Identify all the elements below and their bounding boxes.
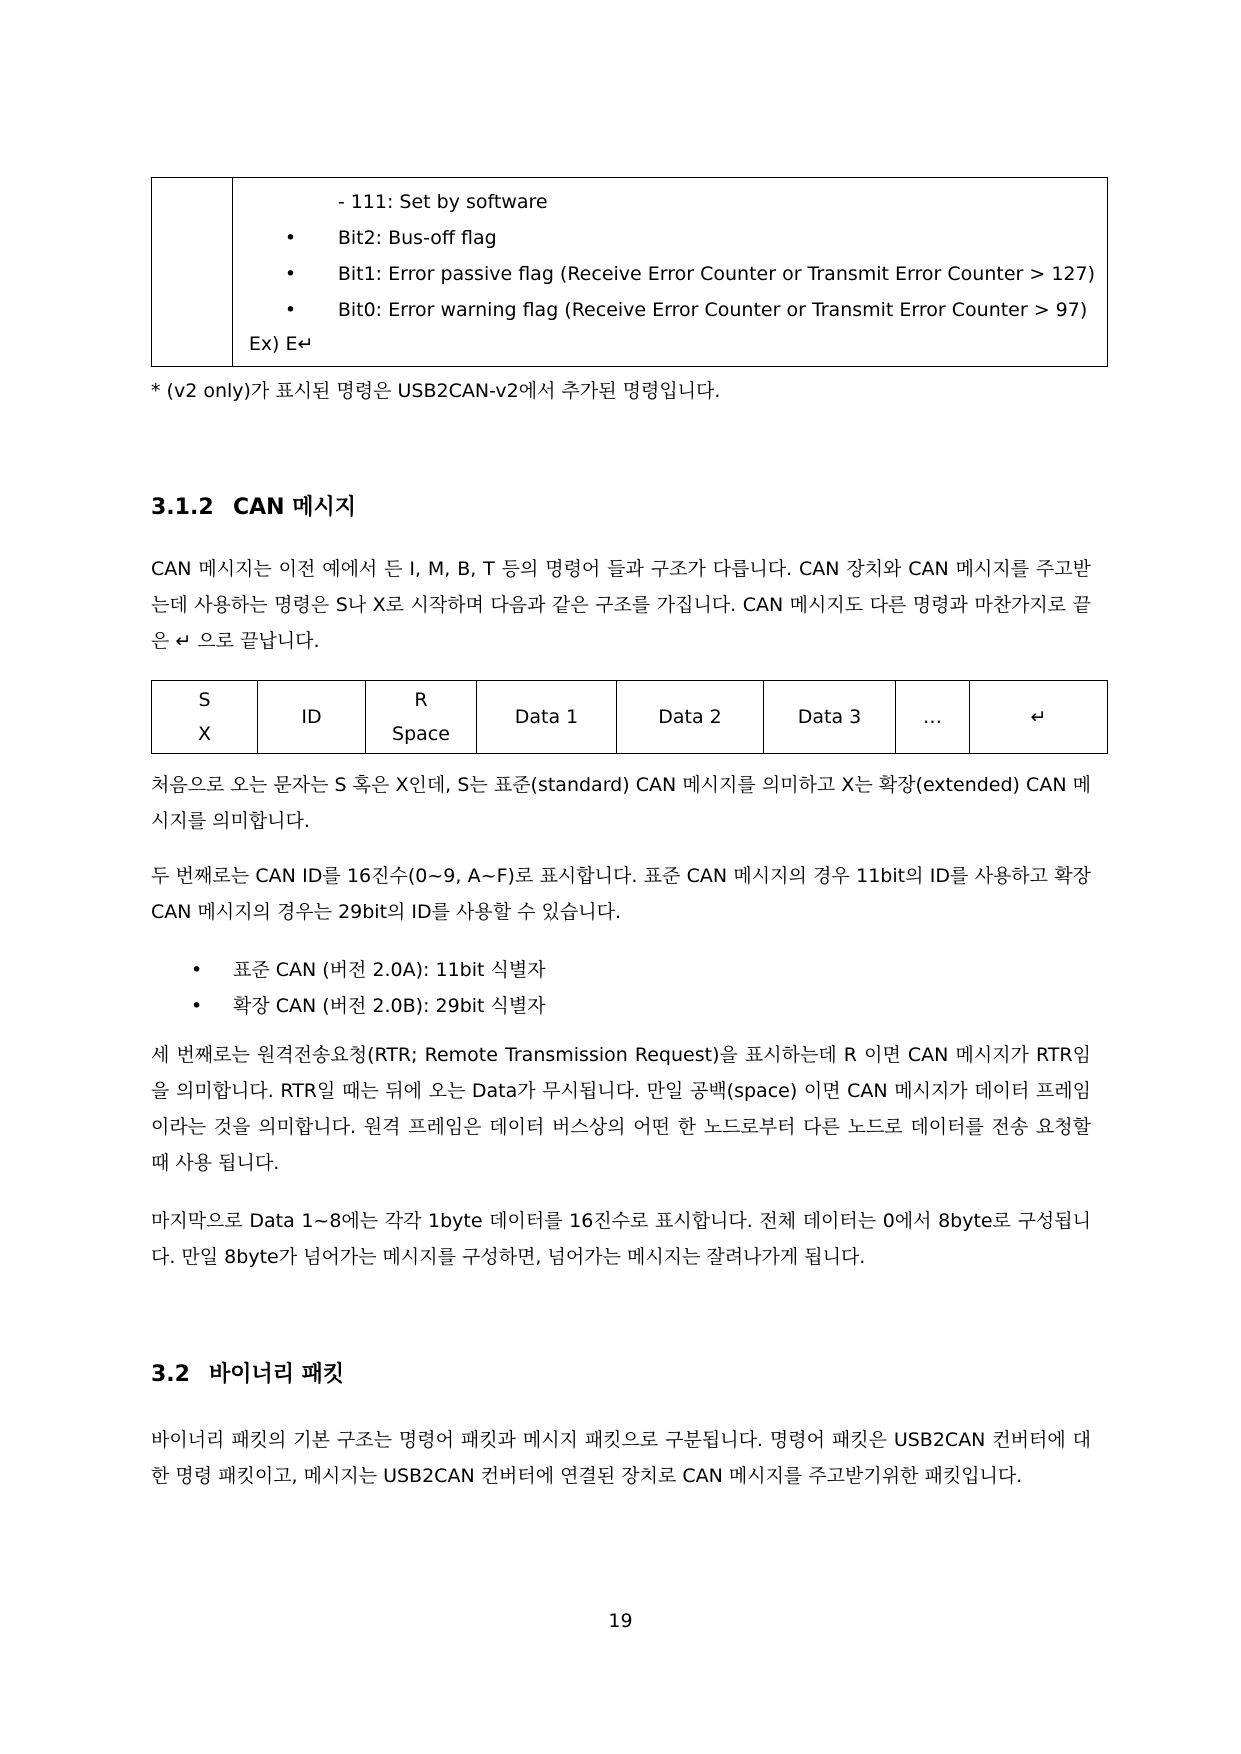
paragraph-can-message-intro: CAN 메시지는 이전 예에서 든 I, M, B, T 등의 명령어 들과 구조가 다릅니다. CAN 장치와 CAN 메시지를 주고받는데 사용하는 명령은 S나 X로 시작하며 다음과 같은 구조를 가집니다. CAN 메시지도 다른 명령과 마찬가지로 끝은 ↵ 으로 끝납니다. [151, 558, 1091, 652]
paragraph-data: 마지막으로 Data 1~8에는 각각 1byte 데이터를 16진수로 표시합니다. 전체 데이터는 0에서 8byte로 구성됩니다. 만일 8byte가 넘어가는 메시지를 구성하면, 넘어가는 메시지는 잘려나가게 됩니다. [151, 1210, 1091, 1268]
cell-ellipsis: … [896, 681, 970, 754]
cell-sx-bottom: X [197, 723, 212, 745]
list-item [191, 952, 546, 988]
section-title: CAN 메시지 [233, 495, 356, 520]
bullet-item [243, 292, 1095, 328]
bullet-text: Bit2: Bus-off flag [337, 227, 497, 249]
register-description-table [151, 177, 1108, 367]
can-message-structure-table [151, 680, 1108, 754]
list-item-text: 확장 CAN (버전 2.0B): 29bit 식별자 [233, 995, 546, 1017]
bullet-item [243, 220, 1095, 256]
bullet-text: Bit0: Error warning flag (Receive Error Counter or Transmit Error Counter > 97) [337, 299, 1088, 321]
table-content-cell [232, 178, 1107, 367]
cell-data3: Data 3 [764, 681, 896, 754]
cell-sx-top: S [198, 689, 211, 711]
cell-r-bottom: Space [392, 723, 450, 745]
section-title: 바이너리 패킷 [209, 1362, 345, 1387]
bullet-icon: • [284, 263, 297, 285]
bullet-icon: • [191, 995, 203, 1017]
section-heading-312 [151, 490, 356, 521]
bullet-icon: • [191, 959, 203, 981]
v2-note: * (v2 only)가 표시된 명령은 USB2CAN-v2에서 추가된 명령입니다. [151, 380, 721, 402]
bullet-item [243, 256, 1095, 292]
list-item [191, 988, 546, 1024]
list-item-text: 표준 CAN (버전 2.0A): 11bit 식별자 [233, 959, 546, 981]
table-label-cell [152, 178, 233, 367]
paragraph-rtr: 세 번째로는 원격전송요청(RTR; Remote Transmission Request)을 표시하는데 R 이면 CAN 메시지가 RTR임을 의미합니다. RTR일 때는 뒤에 오는 Data가 무시됩니다. 만일 공백(space) 이면 CAN 메시지가 데이터 프레임 이라는 것을 의미합니다. 원격 프레임은 데이터 버스상의 어떤 한 노드로부터 다른 노드로 데이터를 전송 요청할 때 사용 됩니다. [151, 1044, 1091, 1174]
page-number: 19 [608, 1610, 633, 1632]
bullet-icon: • [284, 227, 297, 249]
cell-sx [152, 681, 258, 754]
dash-line: - 111: Set by software [337, 191, 548, 213]
bullet-text: Bit1: Error passive flag (Receive Error Counter or Transmit Error Counter > 127) [337, 263, 1095, 285]
cell-data1: Data 1 [477, 681, 617, 754]
cell-id: ID [258, 681, 366, 754]
paragraph-binary-packet: 바이너리 패킷의 기본 구조는 명령어 패킷과 메시지 패킷으로 구분됩니다. 명령어 패킷은 USB2CAN 컨버터에 대한 명령 패킷이고, 메시지는 USB2CAN 컨버터에 연결된 장치로 CAN 메시지를 주고받기위한 패킷입니다. [151, 1429, 1091, 1487]
section-heading-32 [151, 1357, 344, 1388]
id-bullet-list [191, 952, 546, 1024]
cell-r-top: R [414, 689, 428, 711]
cell-data2: Data 2 [617, 681, 764, 754]
cell-r [366, 681, 477, 754]
section-number: 3.2 [151, 1362, 190, 1387]
section-number: 3.1.2 [151, 495, 214, 520]
bullet-icon: • [284, 299, 297, 321]
paragraph-can-id: 두 번째로는 CAN ID를 16진수(0~9, A~F)로 표시합니다. 표준 CAN 메시지의 경우 11bit의 ID를 사용하고 확장 CAN 메시지의 경우는 29bit의 ID를 사용할 수 있습니다. [151, 865, 1091, 923]
paragraph-first-char: 처음으로 오는 문자는 S 혹은 X인데, S는 표준(standard) CAN 메시지를 의미하고 X는 확장(extended) CAN 메시지를 의미합니다. [151, 774, 1091, 832]
example-line: Ex) E↵ [248, 333, 314, 355]
cell-end-symbol: ↵ [970, 681, 1108, 754]
